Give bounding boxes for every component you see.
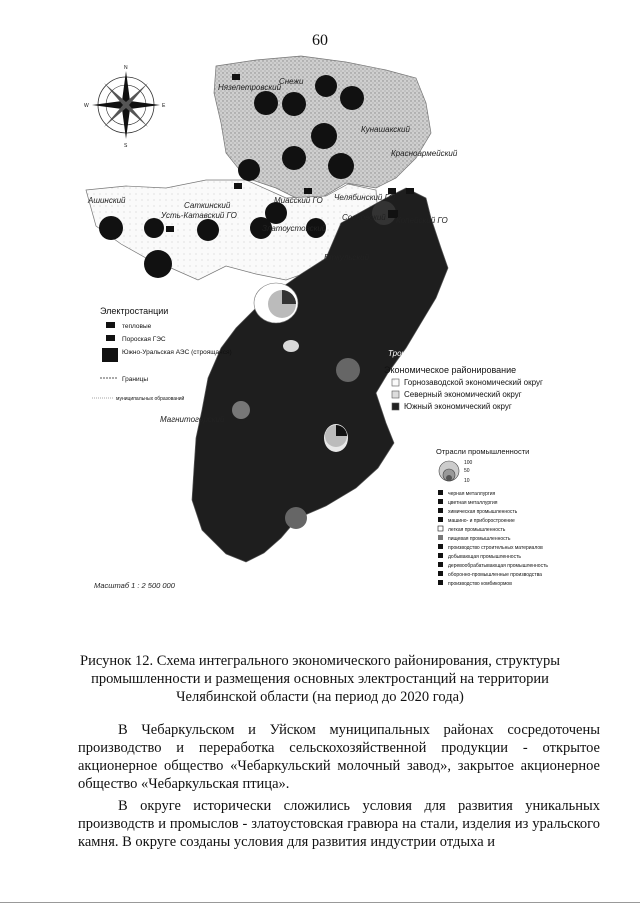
label-nyazepetrovsk: Нязепетровский xyxy=(218,83,282,92)
industry-2: химическая промышленность xyxy=(448,509,518,515)
zoning-2: Южный экономический округ xyxy=(404,402,512,411)
industry-4: легкая промышленность xyxy=(448,527,506,533)
label-miass: Миасский ГО xyxy=(274,196,323,205)
label-satkinsky: Саткинский xyxy=(184,201,231,210)
economic-zoning-map xyxy=(86,48,606,604)
industry-list xyxy=(438,490,548,587)
label-zlatoust: Златоустовский xyxy=(262,224,327,233)
size-100: 100 xyxy=(464,460,473,466)
paragraph-2: В округе исторически сложились условия для развития уникальных производств и промыслов - златоустовская гравюра на стали, изделия из уральского камня. В округе созданы условия для развития индустрии отдыха и xyxy=(78,798,600,850)
municipal-label: муниципальных образований xyxy=(116,396,185,402)
label-kopeysky: Копейский ГО xyxy=(396,216,448,225)
label-ust-katav: Усть-Катавский ГО xyxy=(161,211,237,220)
station-2: Южно-Уральская АЭС (строящаяся) xyxy=(122,349,232,356)
industry-6: производство строительных материалов xyxy=(448,545,543,551)
zoning-1: Северный экономический округ xyxy=(404,390,522,399)
industry-5: пищевая промышленность xyxy=(448,536,511,542)
size-50: 50 xyxy=(464,468,470,474)
scale: Масштаб 1 : 2 500 000 xyxy=(94,581,175,590)
zoning-0: Горнозаводской экономический округ xyxy=(404,378,543,387)
page-bottom-border xyxy=(0,902,640,903)
industry-8: деревообрабатывающая промышленность xyxy=(448,563,548,569)
label-kunashak: Кунашакский xyxy=(361,125,410,134)
industry-3: машино- и приборостроение xyxy=(448,518,515,524)
label-ashinsky: Ашинский xyxy=(88,196,126,205)
industry-title: Отрасли промышленности xyxy=(436,447,530,456)
label-krasnoarmeysky: Красноармейский xyxy=(391,149,458,158)
label-magnitog: Магнитогорский xyxy=(160,415,225,424)
industry-1: цветная металлургия xyxy=(448,500,498,506)
label-chelyab: Челябинский ГО xyxy=(334,193,395,202)
size-10: 10 xyxy=(464,478,470,484)
page-number: 60 xyxy=(312,32,328,49)
figure-caption: Рисунок 12. Схема интегрального экономического районирования, структуры промышленности и размещения основных электростанций на территории Челябинской области (на период до 2020 года) xyxy=(80,653,560,705)
borders-label: Границы xyxy=(122,376,148,383)
station-0: тепловые xyxy=(122,323,152,330)
station-1: Пороская ГЭС xyxy=(122,336,166,343)
compass-s: S xyxy=(124,143,128,149)
industry-9: оборонно-промышленные производства xyxy=(448,572,542,578)
industry-7: добывающая промышленность xyxy=(448,554,521,560)
stations-title: Электростанции xyxy=(100,306,169,316)
paragraph-1: В Чебаркульском и Уйском муниципальных районах сосредоточены производство и переработка сельскохозяйственной продукции - открытое акционерное общество «Чебаркульский молочный завод», закрытое акционерное общество «Чебаркульская птица». xyxy=(78,722,600,792)
compass-n: N xyxy=(124,65,128,71)
label-snezh: Снежи xyxy=(279,77,304,86)
zoning-title: Экономическое районирование xyxy=(384,365,517,375)
label-etkul: Еткульский xyxy=(324,253,370,262)
compass-rose-icon xyxy=(84,65,166,149)
compass-e: E xyxy=(162,103,166,109)
compass-w: W xyxy=(84,103,89,109)
industry-0: черная металлургия xyxy=(448,491,496,497)
industry-10: производство комбикормов xyxy=(448,581,512,587)
label-sosnovsky: Сосновский xyxy=(342,213,386,222)
label-troitsky: Троицкий ГО xyxy=(388,349,436,358)
